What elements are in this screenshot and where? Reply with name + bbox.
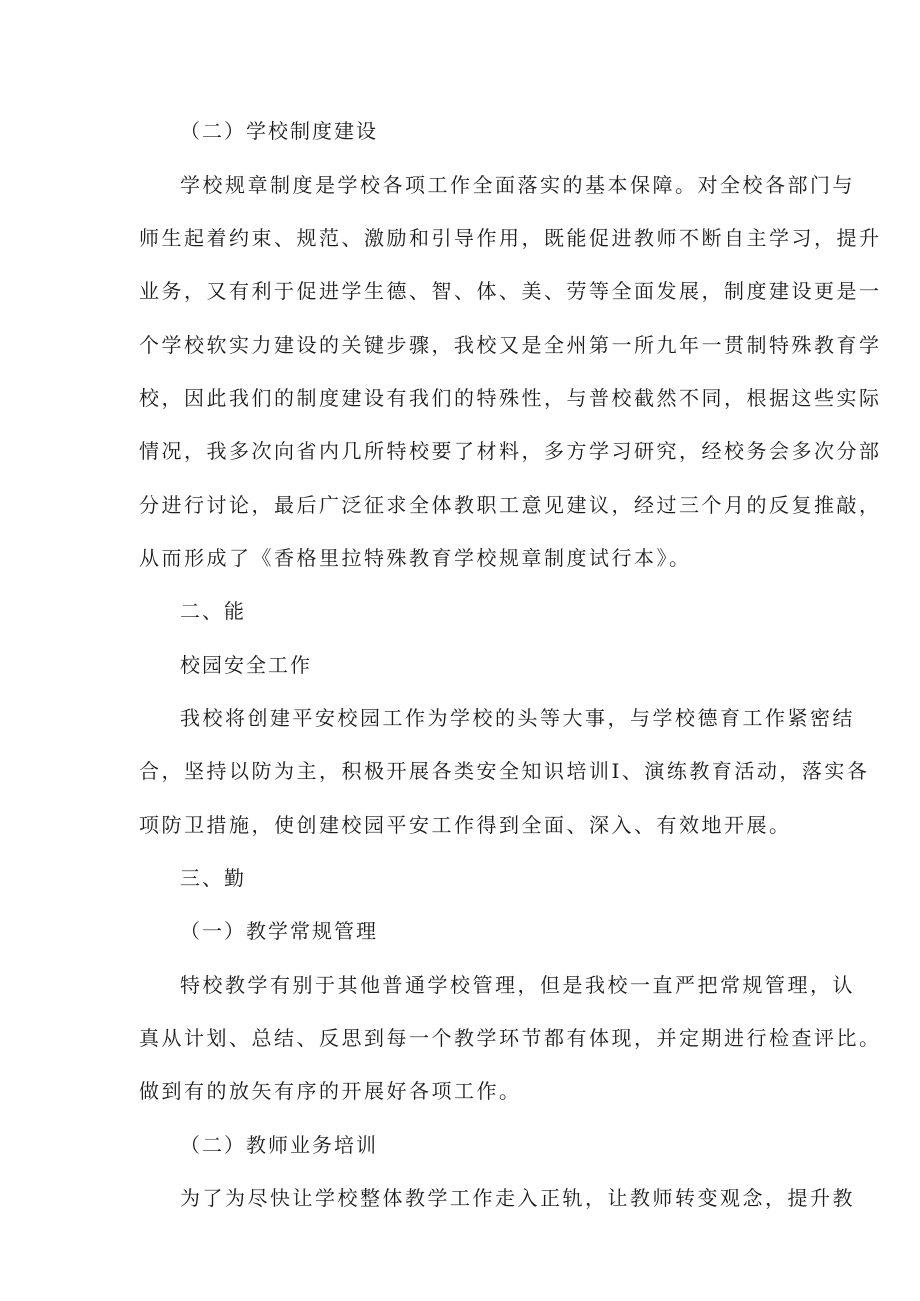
- paragraph-line: 我校将创建平安校园工作为学校的头等大事，与学校德育工作紧密结: [180, 706, 855, 730]
- paragraph-line: 项防卫措施，使创建校园平安工作得到全面、深入、有效地开展。: [139, 813, 792, 837]
- paragraph-line: 分进行讨论，最后广泛征求全体教职工意见建议，经过三个月的反复推敲，: [139, 493, 882, 517]
- paragraph-line: 做到有的放矢有序的开展好各项工作。: [139, 1079, 522, 1103]
- section-heading-school-system: （二）学校制度建设: [180, 119, 378, 143]
- paragraph-line: 校，因此我们的制度建设有我们的特殊性，与普校截然不同，根据这些实际: [139, 386, 882, 410]
- section-heading-diligence: 三、勤: [180, 866, 246, 890]
- paragraph-line: 师生起着约束、规范、激励和引导作用，既能促进教师不断自主学习，提升: [139, 226, 882, 250]
- paragraph-line: 情况，我多次向省内几所特校要了材料，多方学习研究，经校务会多次分部: [139, 439, 882, 463]
- paragraph-line: 个学校软实力建设的关键步骤，我校又是全州第一所九年一贯制特殊教育学: [139, 333, 882, 357]
- section-heading-teaching-management: （一）教学常规管理: [180, 919, 378, 943]
- paragraph-line: 为了为尽快让学校整体教学工作走入正轨，让教师转变观念，提升教: [180, 1186, 855, 1210]
- paragraph-line: 合，坚持以防为主，积极开展各类安全知识培训I、演练教育活动，落实各: [139, 759, 870, 783]
- paragraph-line: 特校教学有别于其他普通学校管理，但是我校一直严把常规管理，认: [180, 973, 855, 997]
- paragraph-line: 学校规章制度是学校各项工作全面落实的基本保障。对全校各部门与: [180, 173, 855, 197]
- section-heading-campus-safety: 校园安全工作: [180, 653, 312, 677]
- section-heading-ability: 二、能: [180, 599, 246, 623]
- paragraph-line: 业务，又有利于促进学生德、智、体、美、劳等全面发展，制度建设更是一: [139, 279, 882, 303]
- paragraph-line: 真从计划、总结、反思到每一个教学环节都有体现，并定期进行检查评比。: [139, 1026, 882, 1050]
- paragraph-line: 从而形成了《香格里拉特殊教育学校规章制度试行本》。: [139, 546, 692, 570]
- section-heading-teacher-training: （二）教师业务培训: [180, 1133, 378, 1157]
